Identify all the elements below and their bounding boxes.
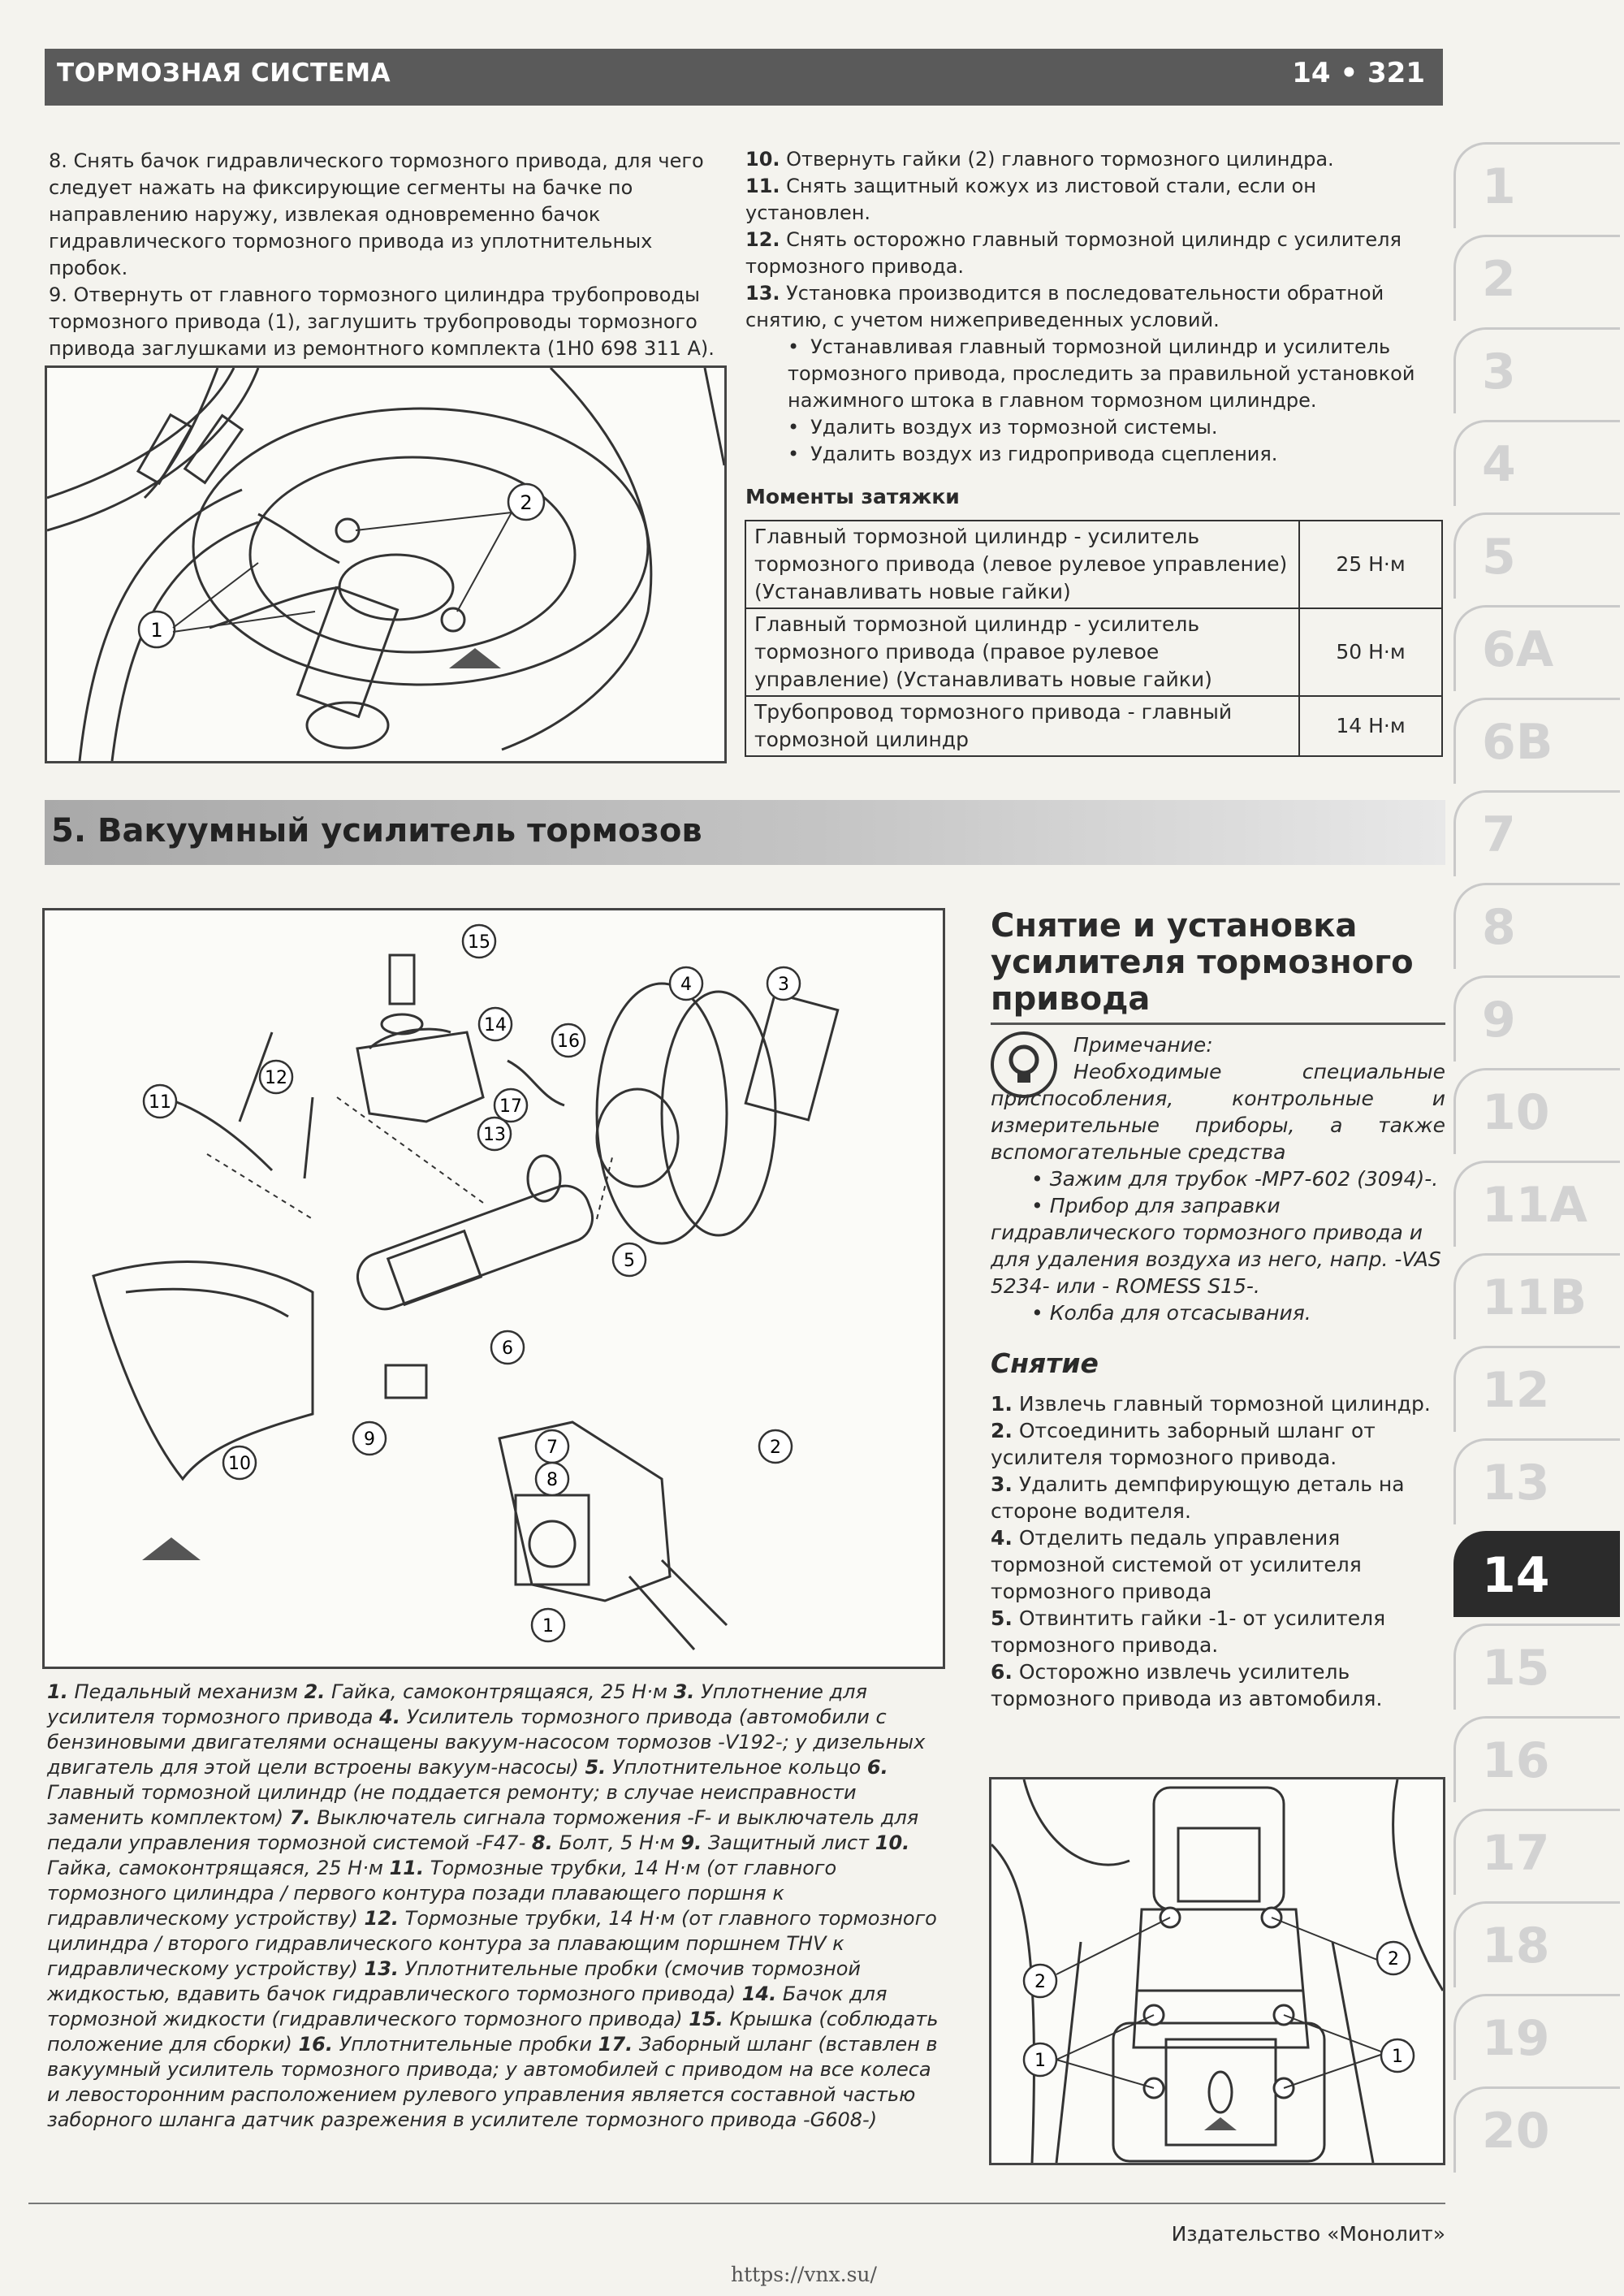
callout-6: 6 — [502, 1338, 513, 1359]
chapter-tab-19[interactable]: 19 — [1453, 1994, 1620, 2080]
chapter-tab-12[interactable]: 12 — [1453, 1346, 1620, 1432]
torque-value: 50 Н·м — [1299, 608, 1442, 696]
torque-title: Моменты затяжки — [745, 485, 960, 508]
callout-9: 9 — [364, 1429, 375, 1450]
chapter-tab-9[interactable]: 9 — [1453, 975, 1620, 1062]
note-item: • Колба для отсасывания. — [1031, 1301, 1311, 1325]
chapter-tab-20[interactable]: 20 — [1453, 2086, 1620, 2173]
callout-2: 2 — [1388, 1949, 1399, 1970]
chapter-title: ТОРМОЗНАЯ СИСТЕМА — [57, 58, 391, 88]
callout-2: 2 — [520, 491, 533, 514]
callout-1: 1 — [1392, 2047, 1403, 2067]
chapter-tab-8[interactable]: 8 — [1453, 883, 1620, 969]
caption-item: 12. Тормозные трубки, 14 Н·м (от главного тормозного цилиндра / второго гидравлического контура за плавающим поршнем THV к гидравлическому устройству) — [47, 1907, 937, 1980]
caption-item: 14. Бачок для тормозной жидкости (гидравлического тормозного привода) — [47, 1983, 888, 2030]
removal-step: 4. Отделить педаль управления тормозной системой от усилителя тормозного привода — [991, 1526, 1362, 1603]
callout-2: 2 — [1034, 1972, 1046, 1992]
caption-item: 1. Педальный механизм — [47, 1680, 298, 1703]
page-bullet: • — [1340, 57, 1358, 89]
removal-title: Снятие — [991, 1347, 1099, 1379]
step-12: 12. Снять осторожно главный тормозной цилиндр с усилителя тормозного привода. — [745, 228, 1402, 278]
section-title: 5. Вакуумный усилитель тормозов — [51, 812, 702, 850]
chapter-tabs — [1453, 142, 1624, 2179]
removal-step: 6. Осторожно извлечь усилитель тормозного привода из автомобиля. — [991, 1660, 1383, 1710]
page-number — [1292, 57, 1425, 89]
callout-16: 16 — [557, 1031, 580, 1052]
callout-4: 4 — [680, 975, 692, 995]
caption-item: 17. Заборный шланг (вставлен в вакуумный усилитель тормозного привода; у автомобилей с приводом на все колеса и левосторонним расположением рулевого управления является составной частью заборного шланга датчик разрежения в усилителе тормозного привода -G608-) — [47, 2033, 938, 2131]
chapter-tab-6a[interactable]: 6A — [1453, 605, 1620, 691]
page-number-value: 321 — [1367, 57, 1425, 89]
callout-5: 5 — [624, 1251, 635, 1271]
step-8: 8. Снять бачок гидравлического тормозного привода, для чего следует нажать на фиксирующие сегменты на бачке по направлению наружу, извлекая одновременно бачок гидравлического тормозного привода из уплотнительных пробок. — [49, 149, 704, 279]
chapter-tab-1[interactable]: 1 — [1453, 142, 1620, 228]
caption-item: 2. Гайка, самоконтрящаяся, 25 Н·м — [304, 1680, 667, 1703]
removal-step: 1. Извлечь главный тормозной цилиндр. — [991, 1392, 1431, 1416]
torque-part: Трубопровод тормозного привода - главный тормозной цилиндр — [745, 696, 1299, 756]
callout-10: 10 — [228, 1454, 251, 1474]
caption-item: 6. Главный тормозной цилиндр (не поддается ремонту; в случае неисправности заменить комплектом) — [47, 1756, 888, 1829]
step-11: 11. Снять защитный кожух из листовой стали, если он установлен. — [745, 175, 1316, 224]
torque-value: 25 Н·м — [1299, 521, 1442, 608]
figure-master-cylinder-drawing — [47, 368, 724, 761]
torque-part: Главный тормозной цилиндр - усилитель тормозного привода (левое рулевое управление) (Устанавливать новые гайки) — [745, 521, 1299, 608]
figure-booster-exploded — [42, 908, 945, 1669]
chapter-tab-6b[interactable]: 6B — [1453, 698, 1620, 784]
table-row — [745, 521, 1442, 608]
callout-13: 13 — [483, 1125, 506, 1145]
removal-step: 3. Удалить демпфирующую деталь на стороне водителя. — [991, 1472, 1405, 1523]
note-text: Необходимые специальные приспособления, контрольные и измерительные приборы, а также вспомогательные средства — [991, 1060, 1445, 1164]
chapter-tab-5[interactable]: 5 — [1453, 512, 1620, 599]
callout-2: 2 — [770, 1438, 781, 1458]
lightbulb-icon — [991, 1031, 1057, 1098]
removal-step: 2. Отсоединить заборный шланг от усилителя тормозного привода. — [991, 1419, 1376, 1469]
chapter-tab-15[interactable]: 15 — [1453, 1624, 1620, 1710]
note-label: Примечание: — [1073, 1033, 1213, 1057]
callout-15: 15 — [468, 932, 490, 953]
chapter-number: 14 — [1292, 57, 1331, 89]
chapter-tab-17[interactable]: 17 — [1453, 1809, 1620, 1895]
callout-12: 12 — [265, 1068, 287, 1088]
callout-1: 1 — [150, 619, 163, 642]
caption-item: 8. Болт, 5 Н·м — [531, 1831, 675, 1854]
figure-caption — [47, 1680, 940, 2133]
caption-item: 13. Уплотнительные пробки (смочив тормозной жидкостью, вдавить бачок гидравлического тормозного привода) — [47, 1957, 861, 2005]
right-column — [991, 908, 1445, 1712]
chapter-tab-4[interactable]: 4 — [1453, 420, 1620, 506]
chapter-tab-11a[interactable]: 11A — [1453, 1161, 1620, 1247]
source-url[interactable]: https://vnx.su/ — [731, 2263, 877, 2286]
figure-booster-mount — [989, 1777, 1445, 2165]
chapter-tab-2[interactable]: 2 — [1453, 235, 1620, 321]
bullet-3: • Удалить воздух из гидропривода сцепления. — [745, 441, 1445, 468]
publisher: Издательство «Монолит» — [1171, 2222, 1445, 2246]
table-row — [745, 696, 1442, 756]
fig2-callouts — [144, 925, 800, 1641]
caption-item: 4. Усилитель тормозного привода (автомобили с бензиновыми двигателями оснащены вакуум-насосом тормозов -V192-; у дизельных двигатель для этой цели встроены вакуум-насосы) — [47, 1706, 926, 1779]
callout-1: 1 — [542, 1616, 554, 1637]
caption-item: 16. Уплотнительные пробки — [298, 2033, 593, 2056]
callout-1: 1 — [1034, 2051, 1046, 2071]
subsection-title: Снятие и установка усилителя тормозного привода — [991, 907, 1414, 1018]
note-block — [991, 1031, 1445, 1326]
bullet-1: • Устанавливая главный тормозной цилиндр и усилитель тормозного привода, проследить за правильной установкой нажимного штока в главном тормозном цилиндре. — [745, 334, 1445, 414]
table-row — [745, 608, 1442, 696]
note-item: • Зажим для трубок -MP7-602 (3094)-. — [1031, 1167, 1439, 1191]
chapter-tab-11b[interactable]: 11B — [1453, 1253, 1620, 1339]
torque-part: Главный тормозной цилиндр - усилитель тормозного привода (правое рулевое управление) (Устанавливать новые гайки) — [745, 608, 1299, 696]
torque-value: 14 Н·м — [1299, 696, 1442, 756]
callout-11: 11 — [149, 1092, 171, 1113]
chapter-tab-13[interactable]: 13 — [1453, 1438, 1620, 1524]
caption-item: 9. Защитный лист — [680, 1831, 870, 1854]
caption-item: 3. Уплотнение для усилителя тормозного привода — [47, 1680, 867, 1728]
callout-17: 17 — [499, 1096, 522, 1117]
torque-table — [745, 520, 1443, 757]
step-9: 9. Отвернуть от главного тормозного цилиндра трубопроводы тормозного привода (1), заглушить трубопроводы тормозного привода заглушками из ремонтного комплекта (1H0 698 311 A). — [49, 283, 715, 360]
callout-8: 8 — [546, 1470, 558, 1490]
caption-item: 15. Крышка (соблюдать положение для сборки) — [47, 2008, 939, 2056]
figure-master-cylinder — [45, 365, 727, 763]
callout-14: 14 — [484, 1015, 507, 1036]
removal-steps — [991, 1390, 1445, 1712]
chapter-tab-3[interactable]: 3 — [1453, 327, 1620, 413]
figure-booster-drawing — [45, 910, 943, 1667]
step-13: 13. Установка производится в последовательности обратной снятию, с учетом нижеприведенных условий. — [745, 282, 1384, 331]
callout-7: 7 — [546, 1438, 558, 1458]
footer-rule — [28, 2203, 1445, 2204]
caption-item: 7. Выключатель сигнала торможения -F- и выключатель для педали управления тормозной системой -F47- — [47, 1806, 919, 1854]
step-10: 10. Отвернуть гайки (2) главного тормозного цилиндра. — [745, 148, 1334, 171]
callout-3: 3 — [778, 975, 789, 995]
chapter-tab-14[interactable]: 14 — [1453, 1531, 1620, 1617]
caption-item: 11. Тормозные трубки, 14 Н·м (от главного тормозного цилиндра / первого контура позади плавающего поршня к гидравлическому устройству) — [47, 1857, 837, 1930]
bullet-2: • Удалить воздух из тормозной системы. — [745, 414, 1445, 441]
figure-booster-mount-drawing — [991, 1779, 1443, 2163]
removal-step: 5. Отвинтить гайки -1- от усилителя тормозного привода. — [991, 1606, 1386, 1657]
caption-item: 5. Уплотнительное кольцо — [585, 1756, 862, 1779]
chapter-tab-18[interactable]: 18 — [1453, 1901, 1620, 1987]
col2-text — [745, 146, 1445, 468]
chapter-tab-7[interactable]: 7 — [1453, 790, 1620, 876]
col1-text — [49, 148, 724, 362]
note-item: • Прибор для заправки гидравлического тормозного привода и для удаления воздуха из него, напр. -VAS 5234- или - ROMESS S15-. — [991, 1194, 1441, 1298]
chapter-tab-10[interactable]: 10 — [1453, 1068, 1620, 1154]
chapter-tab-16[interactable]: 16 — [1453, 1716, 1620, 1802]
caption-item: 10. Гайка, самоконтрящаяся, 25 Н·м — [47, 1831, 910, 1879]
